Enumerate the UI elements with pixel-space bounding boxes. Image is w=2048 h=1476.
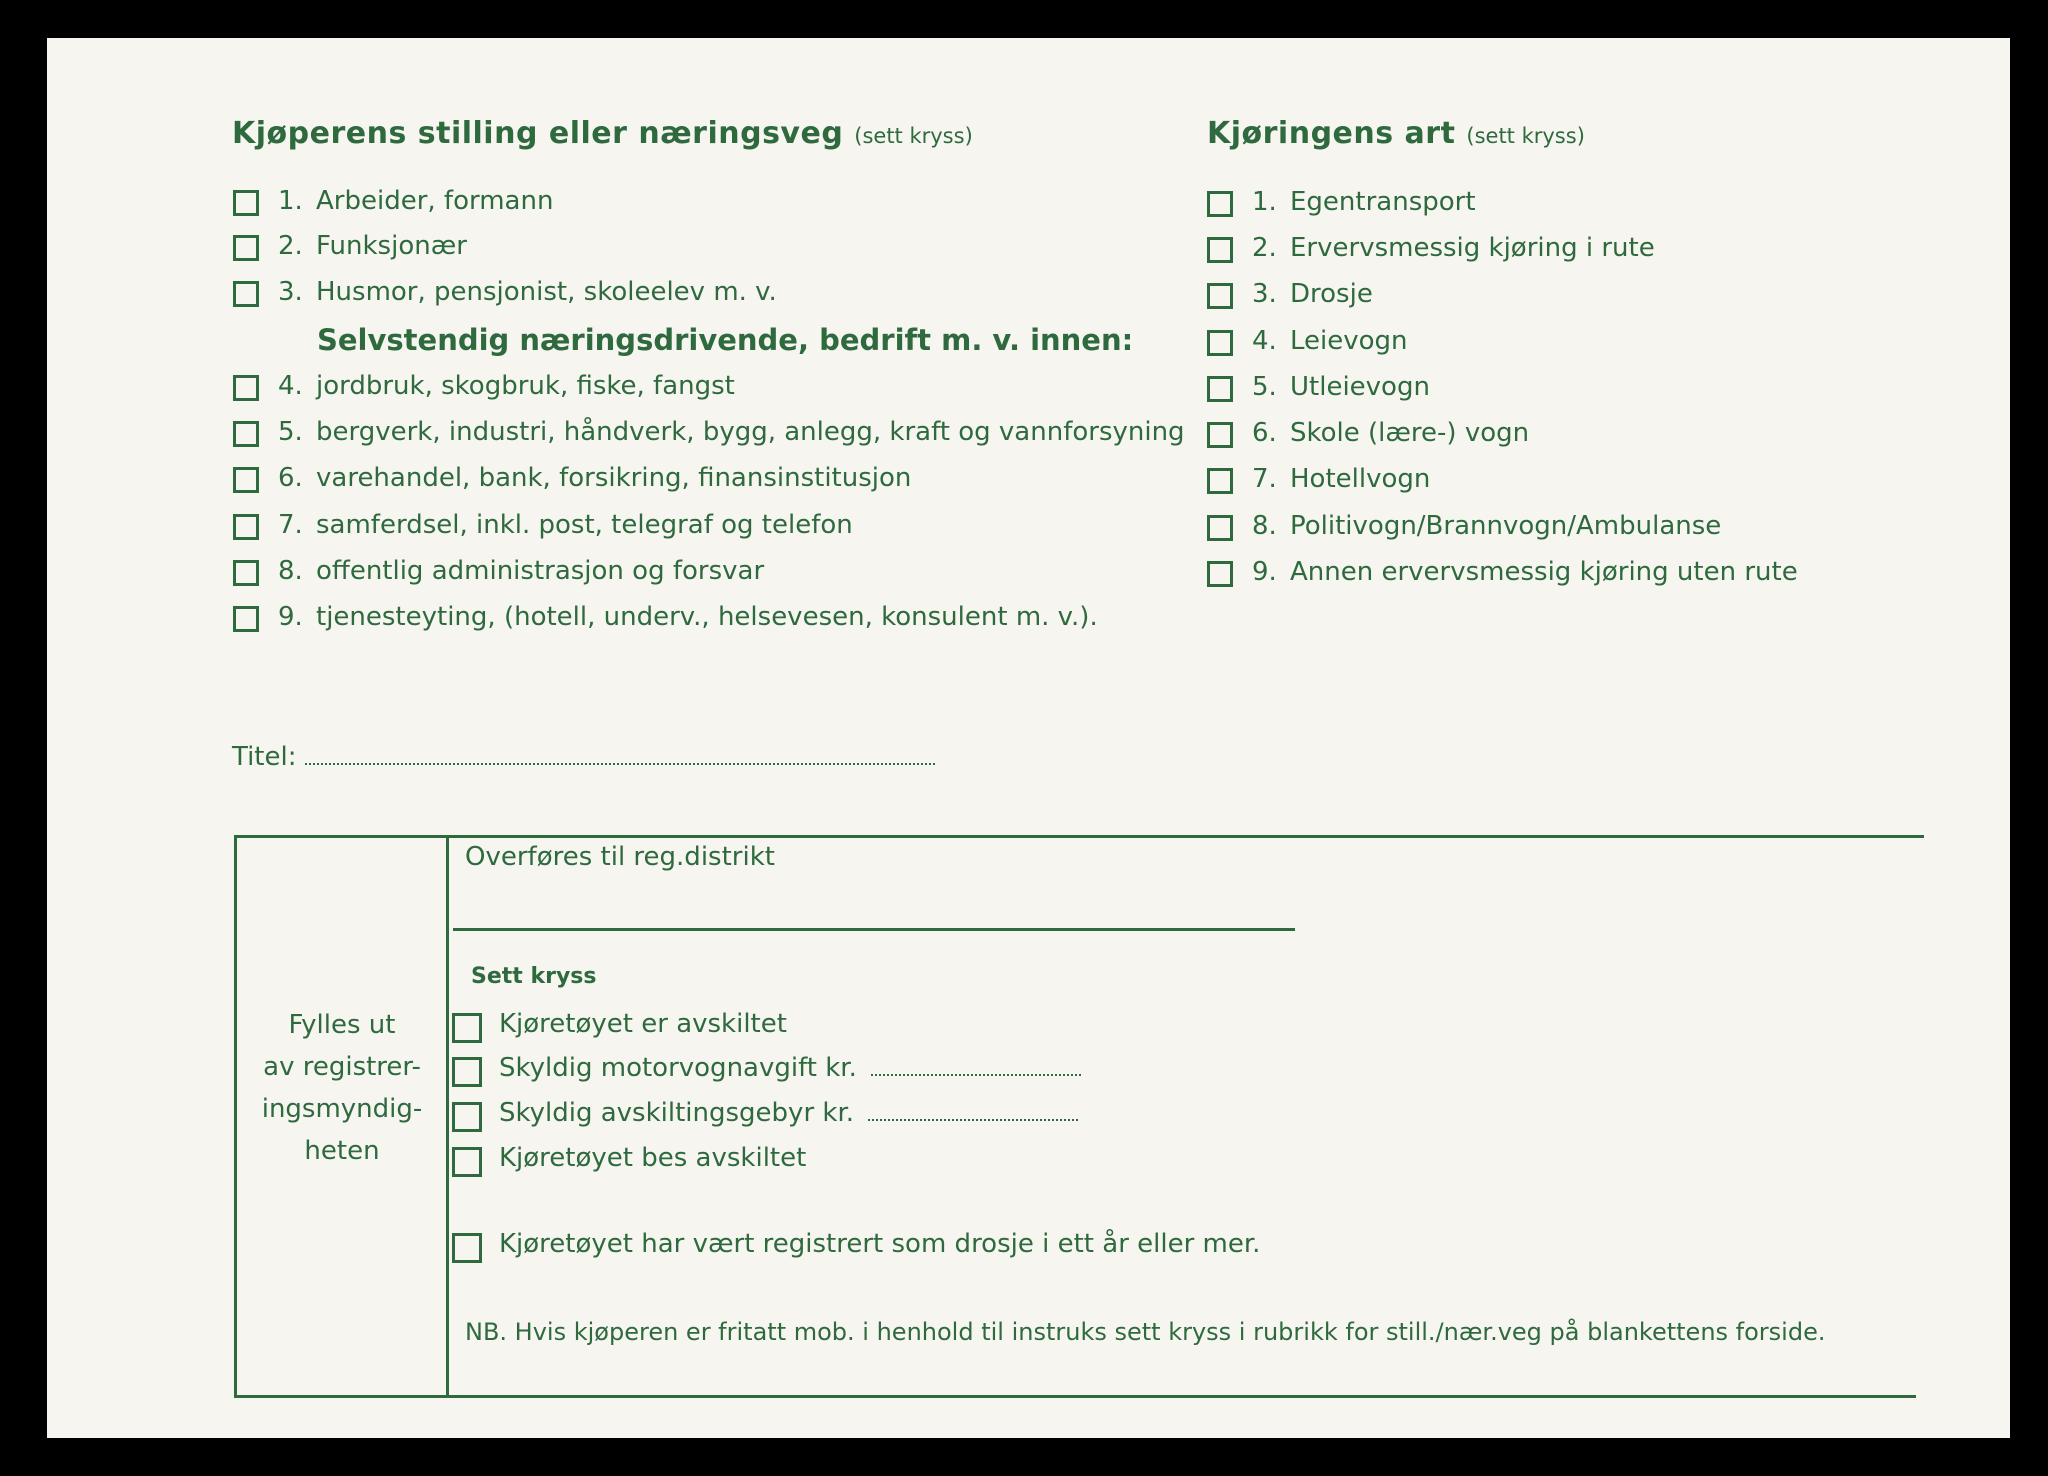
occupation-checkbox-7[interactable] — [233, 514, 259, 540]
buyer-occupation-note: (sett kryss) — [854, 124, 973, 148]
sett-kryss-label: Sett kryss — [471, 964, 597, 989]
occupation-label-7: samferdsel, inkl. post, telegraf og telefon — [316, 510, 853, 540]
occupation-item-1 — [278, 186, 553, 216]
driving-num-5: 5. — [1252, 372, 1277, 402]
driving-num-1: 1. — [1252, 187, 1277, 217]
occupation-checkbox-1[interactable] — [233, 190, 259, 216]
occupation-label-4: jordbruk, skogbruk, fiske, fangst — [316, 371, 735, 401]
driving-checkbox-7[interactable] — [1207, 468, 1233, 494]
driving-item-1 — [1252, 187, 1476, 217]
self-employed-subheading: Selvstendig næringsdrivende, bedrift m. v. innen: — [317, 323, 1134, 357]
avskiltingsgebyr-checkbox[interactable] — [452, 1102, 482, 1132]
occupation-num-4: 4. — [278, 371, 303, 401]
motorvognavgift-row — [499, 1053, 1081, 1083]
box-left-border — [234, 835, 237, 1397]
driving-checkbox-8[interactable] — [1207, 515, 1233, 541]
occupation-num-3: 3. — [278, 277, 303, 307]
motorvognavgift-label: Skyldig motorvognavgift kr. — [499, 1053, 857, 1083]
driving-checkbox-6[interactable] — [1207, 422, 1233, 448]
box-top-border — [234, 835, 1924, 838]
transfer-label: Overføres til reg.distrikt — [465, 842, 775, 872]
occupation-item-4 — [278, 371, 735, 401]
occupation-checkbox-9[interactable] — [233, 606, 259, 632]
driving-checkbox-3[interactable] — [1207, 283, 1233, 309]
driving-checkbox-1[interactable] — [1207, 191, 1233, 217]
occupation-checkbox-4[interactable] — [233, 375, 259, 401]
driving-item-2 — [1252, 233, 1655, 263]
titel-label: Titel: — [232, 742, 297, 772]
driving-item-3 — [1252, 279, 1373, 309]
occupation-item-3 — [278, 277, 777, 307]
driving-label-1: Egentransport — [1290, 187, 1476, 217]
titel-field[interactable] — [305, 745, 935, 765]
driving-num-7: 7. — [1252, 464, 1277, 494]
occupation-label-5: bergverk, industri, håndverk, bygg, anlegg, kraft og vannforsyning — [316, 417, 1185, 447]
driving-label-3: Drosje — [1290, 279, 1373, 309]
driving-label-9: Annen ervervsmessig kjøring uten rute — [1290, 557, 1798, 587]
occupation-num-9: 9. — [278, 602, 303, 632]
driving-item-5 — [1252, 372, 1430, 402]
drosje-checkbox[interactable] — [452, 1233, 482, 1263]
bes-avskiltet-label: Kjøretøyet bes avskiltet — [499, 1143, 807, 1173]
driving-checkbox-4[interactable] — [1207, 330, 1233, 356]
occupation-num-5: 5. — [278, 417, 303, 447]
side-line-2: av registrer- — [263, 1052, 421, 1082]
form-sheet — [47, 38, 2010, 1438]
avskiltet-label: Kjøretøyet er avskiltet — [499, 1009, 787, 1039]
box-divider — [446, 835, 449, 1397]
driving-type-title — [1207, 116, 1585, 151]
nb-note: NB. Hvis kjøperen er fritatt mob. i henhold til instruks sett kryss i rubrikk for still./nær.veg på blankettens forside. — [465, 1318, 1826, 1346]
occupation-num-7: 7. — [278, 510, 303, 540]
driving-num-6: 6. — [1252, 418, 1277, 448]
occupation-item-9 — [278, 602, 1098, 632]
driving-num-8: 8. — [1252, 511, 1277, 541]
occupation-item-5 — [278, 417, 1185, 447]
driving-item-9 — [1252, 557, 1798, 587]
avskiltet-checkbox[interactable] — [452, 1013, 482, 1043]
driving-item-8 — [1252, 511, 1721, 541]
driving-label-6: Skole (lære-) vogn — [1290, 418, 1530, 448]
occupation-num-2: 2. — [278, 231, 303, 261]
driving-checkbox-2[interactable] — [1207, 237, 1233, 263]
motorvognavgift-checkbox[interactable] — [452, 1057, 482, 1087]
occupation-item-8 — [278, 556, 764, 586]
occupation-label-9: tjenesteyting, (hotell, underv., helsevesen, konsulent m. v.). — [316, 602, 1098, 632]
bes-avskiltet-checkbox[interactable] — [452, 1147, 482, 1177]
driving-label-4: Leievogn — [1290, 326, 1408, 356]
driving-num-9: 9. — [1252, 557, 1277, 587]
driving-label-2: Ervervsmessig kjøring i rute — [1290, 233, 1655, 263]
occupation-label-1: Arbeider, formann — [316, 186, 554, 216]
driving-item-6 — [1252, 418, 1529, 448]
occupation-label-8: offentlig administrasjon og forsvar — [316, 556, 765, 586]
motorvognavgift-amount-field[interactable] — [871, 1056, 1081, 1076]
occupation-label-2: Funksjonær — [316, 231, 467, 261]
driving-checkbox-9[interactable] — [1207, 561, 1233, 587]
avskiltingsgebyr-label: Skyldig avskiltingsgebyr kr. — [499, 1098, 855, 1128]
occupation-checkbox-5[interactable] — [233, 421, 259, 447]
driving-type-note: (sett kryss) — [1466, 124, 1585, 148]
transfer-field-line[interactable] — [453, 928, 1295, 931]
occupation-num-6: 6. — [278, 463, 303, 493]
driving-checkbox-5[interactable] — [1207, 376, 1233, 402]
avskiltingsgebyr-amount-field[interactable] — [868, 1101, 1078, 1121]
occupation-label-6: varehandel, bank, forsikring, finansinstitusjon — [316, 463, 912, 493]
driving-item-7 — [1252, 464, 1430, 494]
registration-side-label — [247, 1004, 437, 1172]
buyer-occupation-title — [232, 116, 973, 151]
side-line-3: ingsmyndig- — [261, 1094, 423, 1124]
side-line-1: Fylles ut — [288, 1010, 396, 1040]
occupation-checkbox-3[interactable] — [233, 281, 259, 307]
driving-num-2: 2. — [1252, 233, 1277, 263]
driving-num-4: 4. — [1252, 326, 1277, 356]
occupation-checkbox-6[interactable] — [233, 467, 259, 493]
occupation-item-6 — [278, 463, 911, 493]
driving-label-7: Hotellvogn — [1290, 464, 1431, 494]
buyer-occupation-title-text: Kjøperens stilling eller næringsveg — [232, 116, 844, 151]
avskiltingsgebyr-row — [499, 1098, 1078, 1128]
occupation-num-8: 8. — [278, 556, 303, 586]
drosje-label: Kjøretøyet har vært registrert som drosje i ett år eller mer. — [499, 1229, 1261, 1259]
driving-label-8: Politivogn/Brannvogn/Ambulanse — [1290, 511, 1722, 541]
driving-type-title-text: Kjøringens art — [1207, 116, 1456, 151]
occupation-item-2 — [278, 231, 467, 261]
occupation-label-3: Husmor, pensjonist, skoleelev m. v. — [316, 277, 777, 307]
box-bottom-border — [234, 1395, 1916, 1398]
side-line-4: heten — [304, 1136, 380, 1166]
occupation-num-1: 1. — [278, 186, 303, 216]
occupation-checkbox-2[interactable] — [233, 235, 259, 261]
occupation-item-7 — [278, 510, 853, 540]
titel-row — [232, 742, 935, 772]
occupation-checkbox-8[interactable] — [233, 560, 259, 586]
driving-num-3: 3. — [1252, 279, 1277, 309]
driving-label-5: Utleievogn — [1290, 372, 1430, 402]
driving-item-4 — [1252, 326, 1408, 356]
